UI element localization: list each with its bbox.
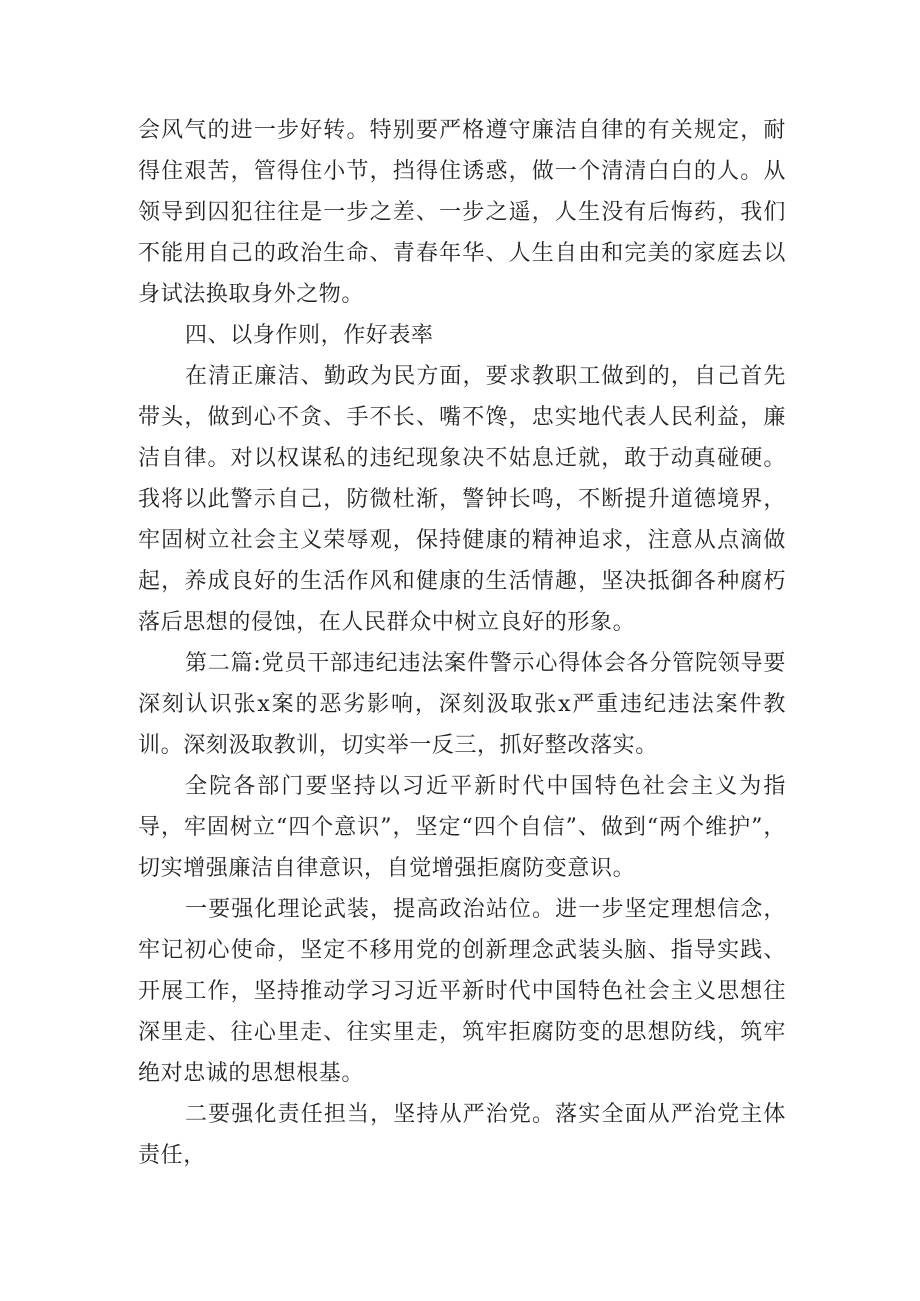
paragraph-theory: 一要强化理论武装，提高政治站位。进一步坚定理想信念，牢记初心使命，坚定不移用党的创新理念武装头脑、指导实践、开展工作，坚持推动学习习近平新时代中国特色社会主义思想往深里走、往心里走、往实里走，筑牢拒腐防变的思想防线，筑牢绝对忠诚的思想根基。 bbox=[138, 897, 786, 1086]
paragraph-integrity: 在清正廉洁、勤政为民方面，要求教职工做到的，自己首先带头，做到心不贪、手不长、嘴不馋，忠实地代表人民利益，廉洁自律。对以权谋私的违纪现象决不姑息迁就，敢于动真碰硬。我将以此警示自己，防微杜渐，警钟长鸣，不断提升道德境界，牢固树立社会主义荣辱观，保持健康的精神追求，注意从点滴做起，养成良好的生活作风和健康的生活情趣，坚决抵御各种腐朽落后思想的侵蚀，在人民群众中树立良好的形象。 bbox=[138, 364, 786, 635]
section-heading-four: 四、以身作则，作好表率 bbox=[185, 323, 434, 348]
document-body bbox=[138, 110, 786, 1176]
paragraph-continuation: 会风气的进一步好转。特别要严格遵守廉洁自律的有关规定，耐得住艰苦，管得住小节，挡得住诱惑，做一个清清白白的人。从领导到囚犯往往是一步之差、一步之遥，人生没有后悔药，我们不能用自己的政治生命、青春年华、人生自由和完美的家庭去以身试法换取身外之物。 bbox=[138, 118, 786, 307]
paragraph-all-departments: 全院各部门要坚持以习近平新时代中国特色社会主义为指导，牢固树立“四个意识”，坚定“四个自信”、做到“两个维护”，切实增强廉洁自律意识，自觉增强拒腐防变意识。 bbox=[138, 774, 786, 881]
paragraph-part-two: 第二篇:党员干部违纪违法案件警示心得体会各分管院领导要深刻认识张x案的恶劣影响，深刻汲取张x严重违纪违法案件教训。深刻汲取教训，切实举一反三，抓好整改落实。 bbox=[138, 651, 786, 758]
paragraph-responsibility: 二要强化责任担当，坚持从严治党。落实全面从严治党主体责任， bbox=[138, 1102, 786, 1168]
